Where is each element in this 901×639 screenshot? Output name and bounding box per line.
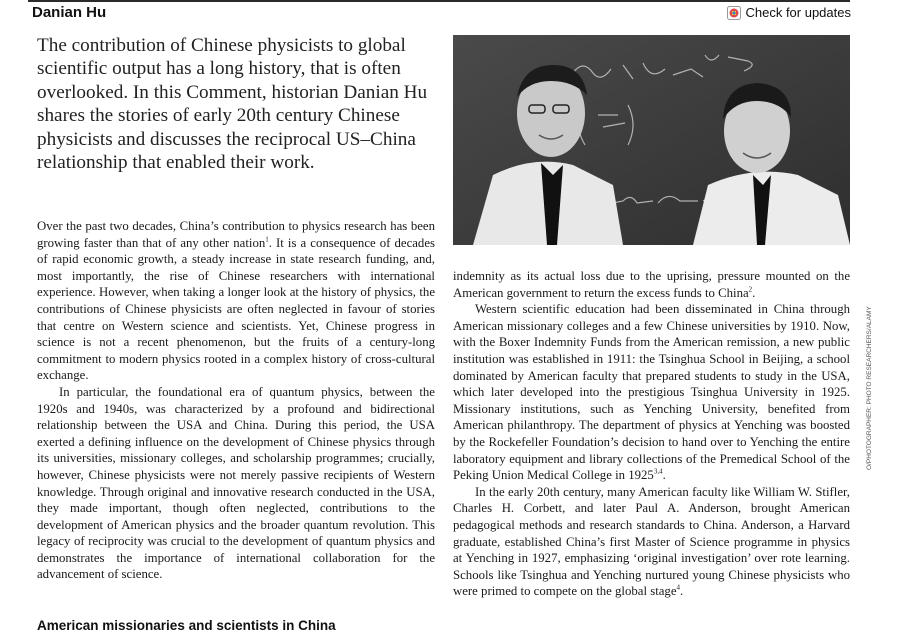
check-updates-icon	[727, 6, 741, 20]
check-updates-label: Check for updates	[745, 5, 851, 20]
column-right	[453, 268, 850, 600]
citation-link[interactable]: 2	[748, 285, 753, 294]
paragraph: In the early 20th century, many American faculty like William W. Stifler, Charles H. Corbett, and later Paul A. Anderson, brought American pedagogical methods and research standards to China. Anderson, a Harvard graduate, established China’s first Master of Science programme in physics at Yenching in 1927, emphasizing ‘original investigation’ over rote learning. Schools like Tsinghua and Yenching nurtured young Chinese physicists who were primed to compete on the global stage$^4$.	[453, 484, 850, 599]
photo-credit: O/PHOTOGRAPHER: PHOTO RESEARCHERS/ALAMY	[866, 306, 873, 470]
paragraph: Western scientific education had been disseminated in China through American missionary colleges and a few Chinese universities by 1910. Now, with the Boxer Indemnity Funds from the American remission, a new public institution was established in 1911: the Tsinghua School in Beijing, a school dominated by American faculty that prepared students to study in the USA, which later developed into the prestigious Tsinghua University in 1925. Missionary institutions, such as Yenching University, benefited from American philanthropy. The department of physics at Yenching was boosted by the Rockefeller Foundation’s decision to hand over to Yenching the entire laboratory equipment and library collections of the Premedical School of the Peking Union Medical College in 1925$^{3,4}$.	[453, 302, 850, 483]
header-rule	[28, 0, 850, 2]
paragraph: Over the past two decades, China’s contribution to physics research has been growing faster than that of any other nation$^1$. It is a consequence of decades of rapid economic growth, a steady increase in state research funding, and, most importantly, the rise of Chinese researchers with international experience. However, when taking a longer look at the history of physics, the contributions of Chinese physicists are often neglected in favour of stories that centre on Western science and scientists. Yet, Chinese progress in science is not a recent phenomenon, but the fruits of a century-long commitment to modern physics rooted in a complex history of cross-cultural exchange.	[37, 219, 435, 383]
column-left	[37, 218, 435, 583]
citation-link[interactable]: 4	[676, 584, 681, 593]
check-for-updates-button[interactable]	[727, 5, 851, 20]
paragraph: indemnity as its actual loss due to the uprising, pressure mounted on the American government to return the excess funds to China$^2$.	[453, 269, 850, 300]
citation-link[interactable]: 3,4	[653, 467, 663, 476]
citation-link[interactable]: 1	[265, 235, 269, 244]
author-name: Danian Hu	[32, 4, 107, 21]
historical-photo	[453, 35, 850, 245]
section-heading: American missionaries and scientists in China	[37, 618, 336, 633]
paragraph: In particular, the foundational era of quantum physics, between the 1920s and 1940s, was characterized by a profound and bidirectional relationship between the USA and China. During this period, the USA exerted a defining influence on the development of Chinese physics through its universities, missionary colleges, and scholarship programmes; crucially, however, Chinese physicists were not merely passive recipients of Western knowledge. Through original and innovative research conducted in the USA, they made important, though often neglected, contributions to the development of American physics and the broader quantum revolution. This legacy of reciprocity was crucial to the development of quantum physics and demonstrates the importance of international collaboration for the advancement of science.	[37, 384, 435, 582]
standfirst: The contribution of Chinese physicists to global scientific output has a long history, that is often overlooked. In this Comment, historian Danian Hu shares the stories of early 20th century Chinese physicists and discusses the reciprocal US–China relationship that enabled their work.	[37, 35, 428, 174]
